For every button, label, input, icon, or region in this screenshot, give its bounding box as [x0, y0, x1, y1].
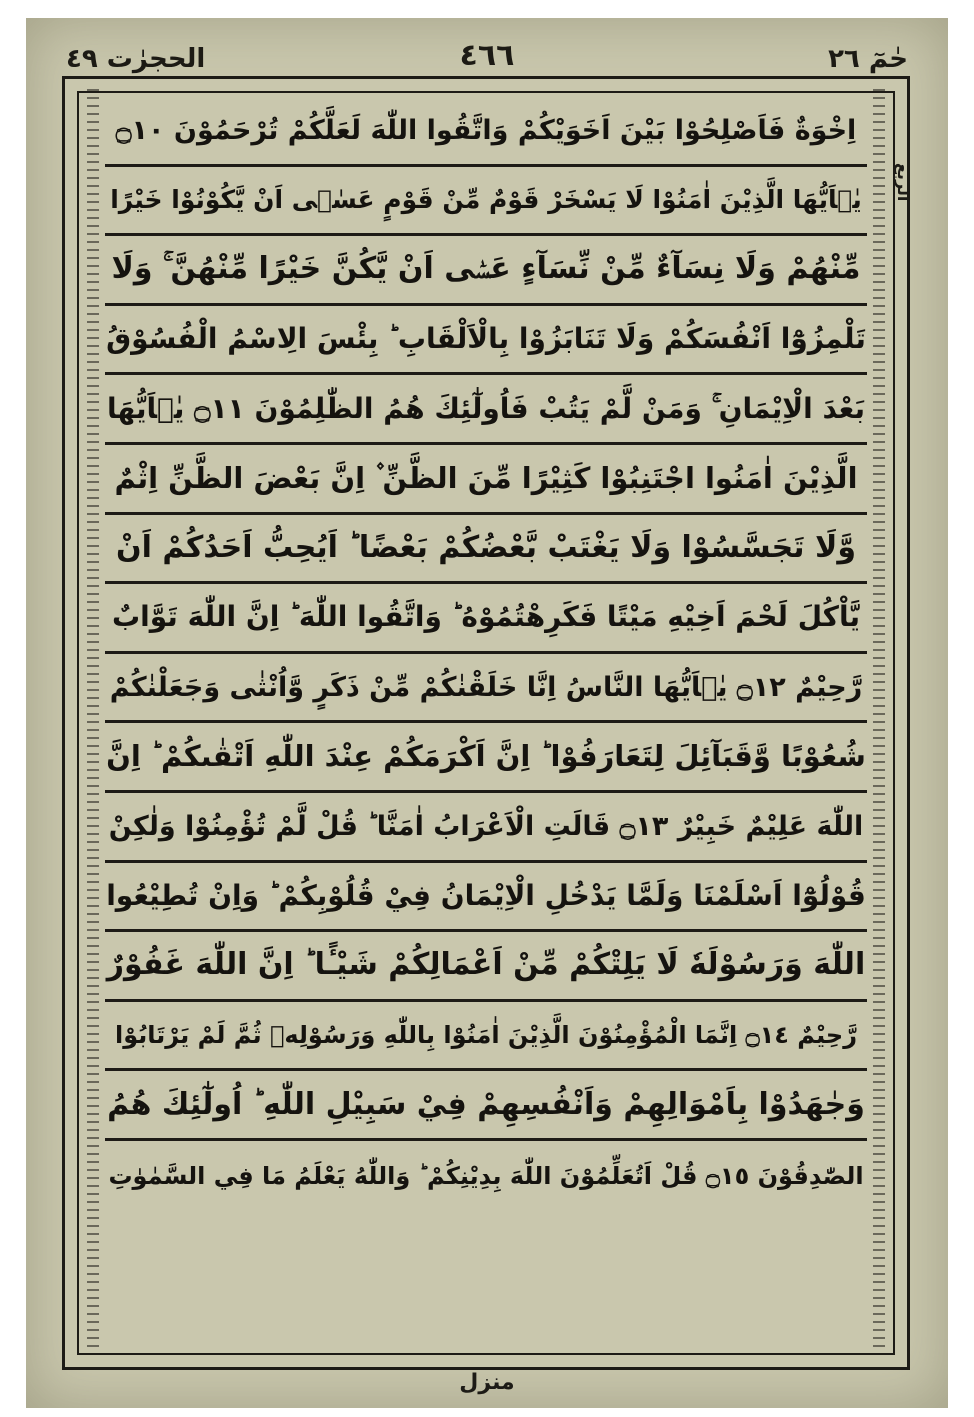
quran-page [26, 18, 948, 1408]
surah-header: الحجرٰت ٤٩ [66, 44, 206, 74]
verse-line: قُوْلُوْٓا اَسْلَمْنَا وَلَمَّا يَدْخُلِ الْاِيْمَانُ فِيْ قُلُوْبِكُمْ ؕ وَاِنْ تُطِيْعُوا [105, 863, 867, 933]
verse-line: يٰۤاَيُّهَا الَّذِيْنَ اٰمَنُوْا لَا يَسْخَرْ قَوْمٌ مِّنْ قَوْمٍ عَسٰۤى اَنْ يَّكُوْنُوْا خَيْرًا [105, 167, 867, 237]
verse-line: وَجٰهَدُوْا بِاَمْوَالِهِمْ وَاَنْفُسِهِمْ فِيْ سَبِيْلِ اللّٰهِ ؕ اُولٰٓئِكَ هُمُ [105, 1071, 867, 1141]
manzil-footer: منزل [459, 1370, 515, 1395]
verse-line: رَّحِيْمٌ ۝١٢ يٰۤاَيُّهَا النَّاسُ اِنَّا خَلَقْنٰكُمْ مِّنْ ذَكَرٍ وَّاُنْثٰى وَجَعَلْنٰكُمْ [105, 654, 867, 724]
right-border-ornament [873, 89, 885, 1357]
left-border-ornament [87, 89, 99, 1357]
text-frame [62, 76, 913, 1370]
verse-line: اللّٰهَ عَلِيْمٌ خَبِيْرٌ ۝١٣ قَالَتِ الْاَعْرَابُ اٰمَنَّا ؕ قُلْ لَّمْ تُؤْمِنُوْا وَلٰكِنْ [105, 793, 867, 863]
verse-line: رَّحِيْمٌ ۝١٤ اِنَّمَا الْمُؤْمِنُوْنَ الَّذِيْنَ اٰمَنُوْا بِاللّٰهِ وَرَسُوْلِهٖ ثُمَّ لَمْ يَرْتَابُوْا [105, 1002, 867, 1072]
verse-line: بَعْدَ الْاِيْمَانِ ۚ وَمَنْ لَّمْ يَتُبْ فَاُولٰٓئِكَ هُمُ الظّٰلِمُوْنَ ۝١١ يٰۤاَيُّهَا [105, 375, 867, 445]
verse-line: الَّذِيْنَ اٰمَنُوا اجْتَنِبُوْا كَثِيْرًا مِّنَ الظَّنِّ ۫ اِنَّ بَعْضَ الظَّنِّ اِثْمٌ [105, 445, 867, 515]
page-number: ٤٦٦ [459, 38, 515, 73]
verse-line: تَلْمِزُوْٓا اَنْفُسَكُمْ وَلَا تَنَابَزُوْا بِالْاَلْقَابِ ؕ بِئْسَ الِاسْمُ الْفُسُوْقُ [105, 306, 867, 376]
verse-line: شُعُوْبًا وَّقَبَآئِلَ لِتَعَارَفُوْا ؕ اِنَّ اَكْرَمَكُمْ عِنْدَ اللّٰهِ اَتْقٰىكُمْ ؕ اِنَّ [105, 723, 867, 793]
verse-line: اللّٰهَ وَرَسُوْلَهٗ لَا يَلِتْكُمْ مِّنْ اَعْمَالِكُمْ شَيْـًٔا ؕ اِنَّ اللّٰهَ غَفُوْرٌ [105, 932, 867, 1002]
verse-line: وَّلَا تَجَسَّسُوْا وَلَا يَغْتَبْ بَّعْضُكُمْ بَعْضًا ؕ اَيُحِبُّ اَحَدُكُمْ اَنْ [105, 515, 867, 585]
verse-line: اِخْوَةٌ فَاَصْلِحُوْا بَيْنَ اَخَوَيْكُمْ وَاتَّقُوا اللّٰهَ لَعَلَّكُمْ تُرْحَمُوْنَ ۝١٠ [105, 97, 867, 167]
verse-line: الصّٰدِقُوْنَ ۝١٥ قُلْ اَتُعَلِّمُوْنَ اللّٰهَ بِدِيْنِكُمْ ؕ وَاللّٰهُ يَعْلَمُ مَا فِي السَّمٰوٰتِ [108, 1161, 864, 1190]
verse-line: مِّنْهُمْ وَلَا نِسَآءٌ مِّنْ نِّسَآءٍ عَسٰۤى اَنْ يَّكُنَّ خَيْرًا مِّنْهُنَّ ۚ وَلَا [105, 236, 867, 306]
verse-lines [105, 97, 867, 1359]
ruku-margin-mark: الربع [894, 163, 913, 202]
juz-header: حٰمٓ ٢٦ [828, 44, 908, 74]
verse-line: يَّاْكُلَ لَحْمَ اَخِيْهِ مَيْتًا فَكَرِهْتُمُوْهُ ؕ وَاتَّقُوا اللّٰهَ ؕ اِنَّ اللّٰهَ تَوَّابٌ [105, 584, 867, 654]
